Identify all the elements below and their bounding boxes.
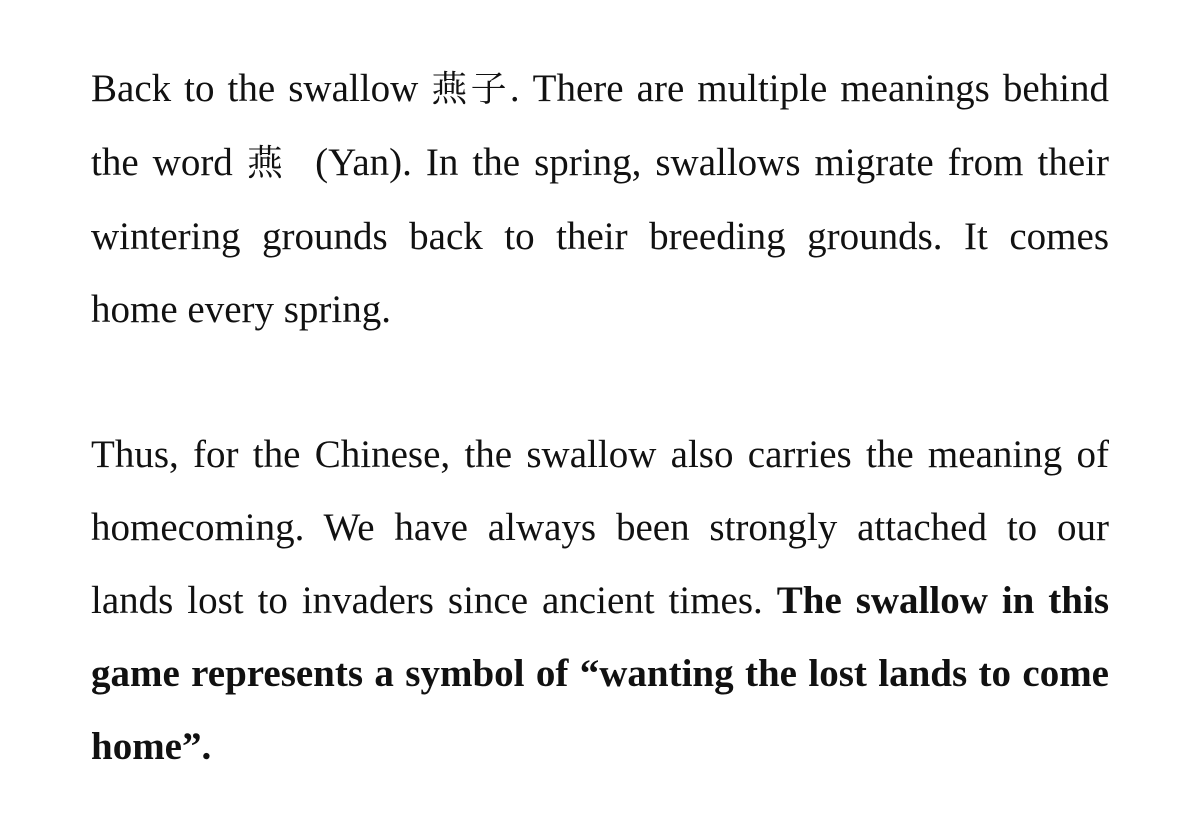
paragraph2-bold-text: The swallow in this game represents a symbol of “wanting the lost lands to come home”. (91, 579, 1110, 768)
hanzi-yanzi: 燕子 (431, 69, 510, 110)
paragraph1-part3: (Yan). In the spring, swallows migrate from their wintering grounds back to their breeding grounds. It comes home every spring. (91, 141, 1119, 331)
paragraph2-text: Thus, for the Chinese, the swallow also carries the meaning of homecoming. We have always been strongly attached to our lands lost to invaders since ancient times. (91, 433, 1109, 622)
hanzi-yan: 燕 (246, 143, 288, 184)
paragraph-homecoming (91, 418, 1109, 783)
paragraph-gap (91, 346, 1109, 418)
paragraph-swallow-meaning (91, 52, 1119, 346)
paragraph1-part2: . There are multiple meanings behind the word (91, 67, 1109, 184)
paragraph1-part1: Back to the swallow (91, 67, 432, 110)
document-page (91, 52, 1119, 783)
